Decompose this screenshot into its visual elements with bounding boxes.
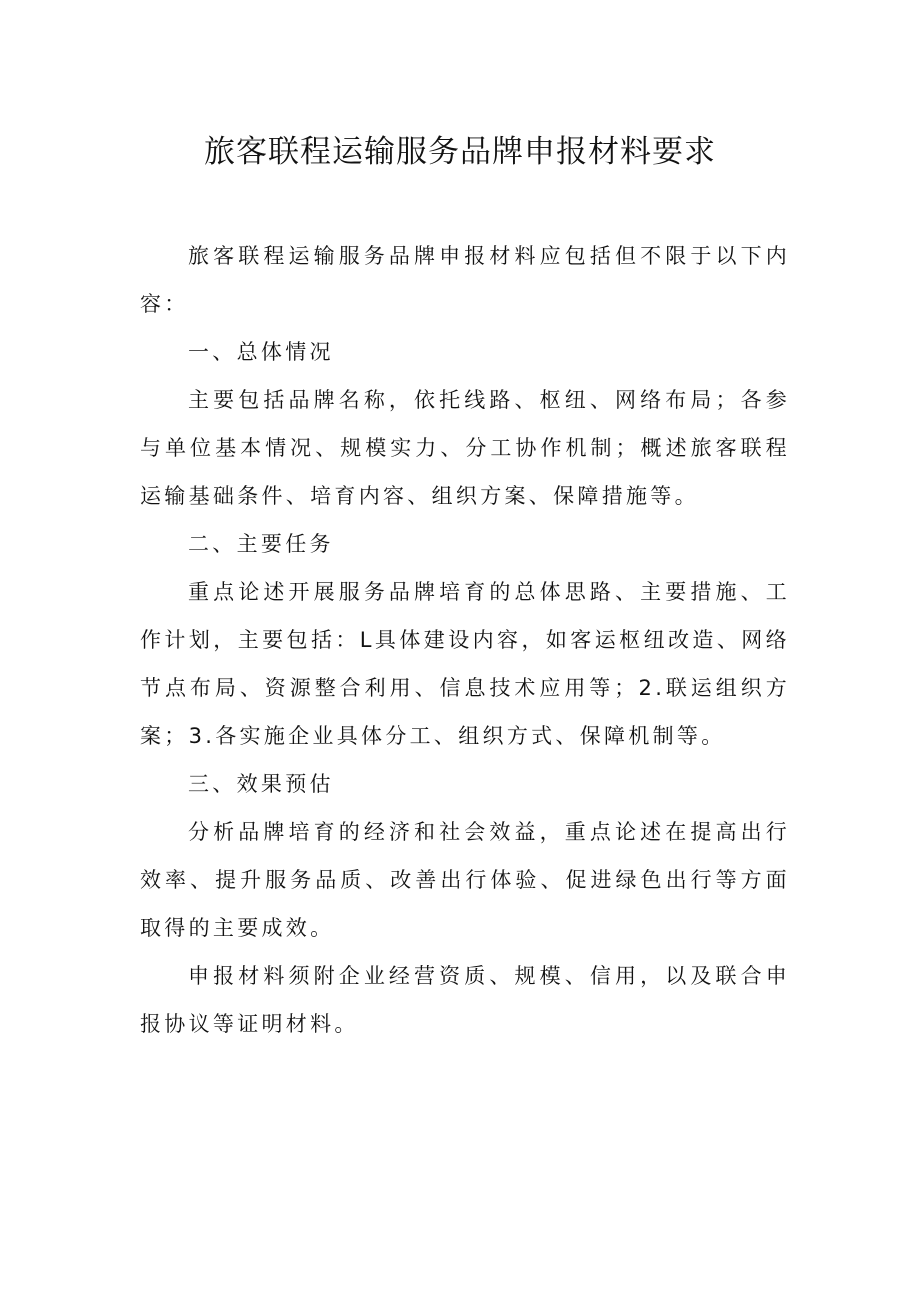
section-heading-effect-estimate: 三、效果预估 [188,772,334,796]
document-title: 旅客联程运输服务品牌申报材料要求 [204,134,716,170]
intro-paragraph: 旅客联程运输服务品牌申报材料应包括但不限于以下内容： [140,244,790,316]
section-heading-main-tasks: 二、主要任务 [188,532,334,556]
section-body-overview: 主要包括品牌名称，依托线路、枢纽、网络布局；各参与单位基本情况、规模实力、分工协作机制；概述旅客联程运输基础条件、培育内容、组织方案、保障措施等。 [140,388,790,508]
section-heading-overview: 一、总体情况 [188,340,334,364]
section-body-effect-estimate: 分析品牌培育的经济和社会效益，重点论述在提高出行效率、提升服务品质、改善出行体验、促进绿色出行等方面取得的主要成效。 [140,820,790,940]
closing-paragraph: 申报材料须附企业经营资质、规模、信用，以及联合申报协议等证明材料。 [140,964,790,1036]
section-body-main-tasks: 重点论述开展服务品牌培育的总体思路、主要措施、工作计划，主要包括：L具体建设内容，如客运枢纽改造、网络节点布局、资源整合利用、信息技术应用等；2.联运组织方案；3.各实施企业具体分工、组织方式、保障机制等。 [140,580,790,748]
document-body [140,232,790,1048]
